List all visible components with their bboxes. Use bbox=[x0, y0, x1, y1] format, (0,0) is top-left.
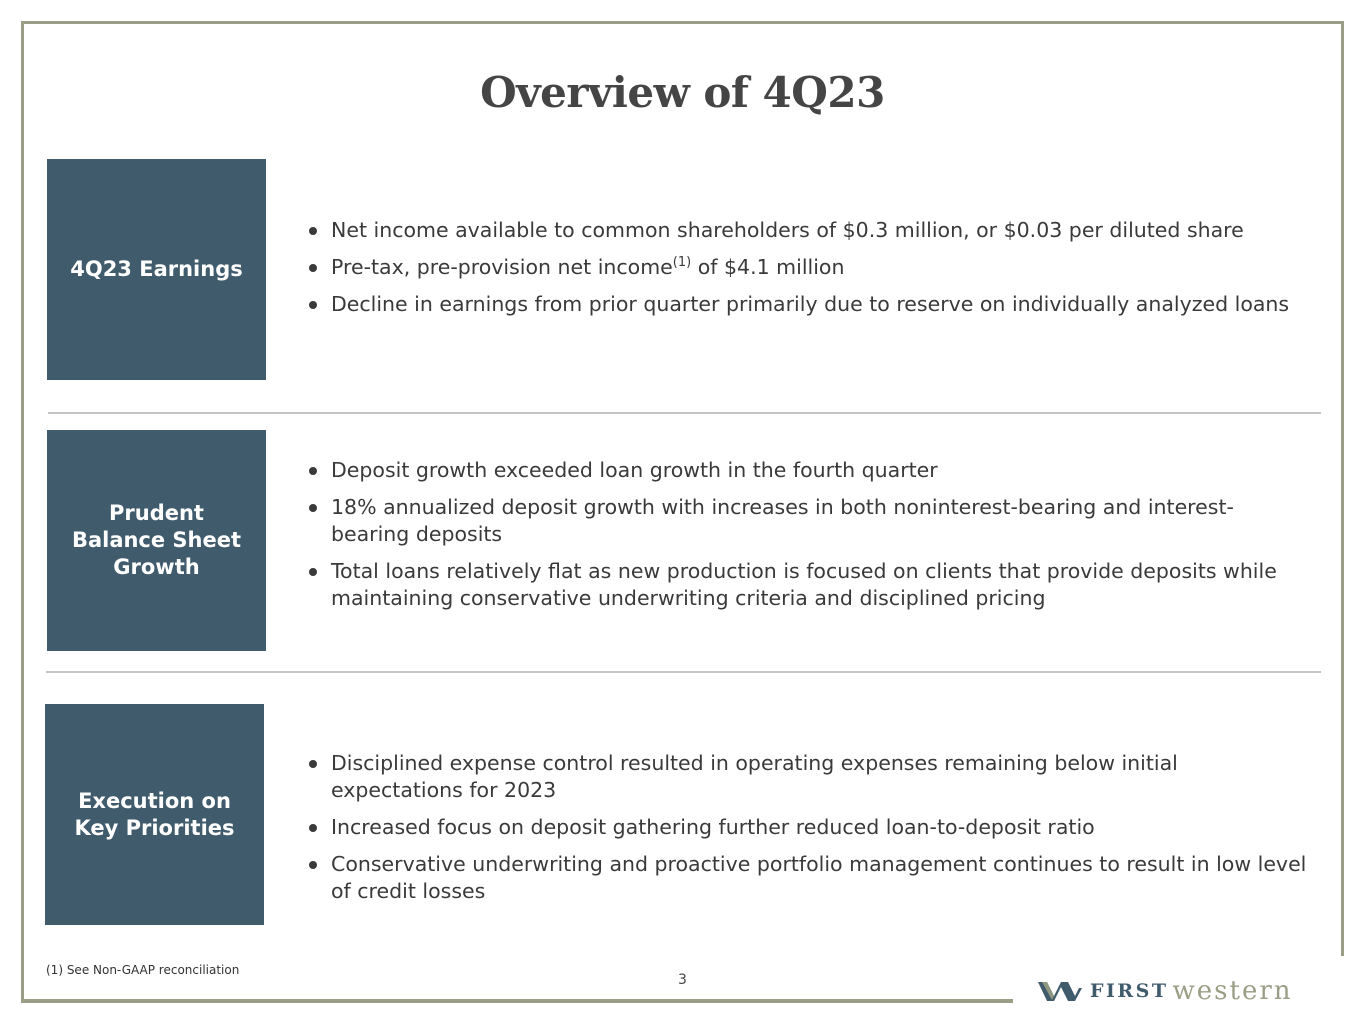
bullet-text: Deposit growth exceeded loan growth in the fourth quarter bbox=[331, 458, 938, 482]
bullet-text: Disciplined expense control resulted in operating expenses remaining below initial expectations for 2023 bbox=[331, 751, 1178, 802]
bullet-text: Pre-tax, pre-provision net income bbox=[331, 255, 673, 279]
priorities-bullet-list bbox=[307, 750, 1307, 915]
section-label-text: Prudent Balance Sheet Growth bbox=[71, 501, 242, 579]
footnote-marker: (1) bbox=[672, 255, 692, 271]
section-label-text: Execution on Key Priorities bbox=[74, 788, 235, 840]
section-label-priorities bbox=[45, 704, 264, 925]
bullet-item bbox=[307, 457, 1297, 484]
balance-sheet-bullet-list bbox=[307, 457, 1297, 622]
bullet-text: Increased focus on deposit gathering further reduced loan-to-deposit ratio bbox=[331, 815, 1095, 839]
section-divider bbox=[48, 412, 1321, 414]
page-number: 3 bbox=[678, 972, 687, 988]
bullet-item bbox=[307, 217, 1297, 244]
logo-word-first: FIRST bbox=[1090, 980, 1169, 1002]
frame-right-border bbox=[1341, 21, 1344, 956]
logo-word-western: western bbox=[1172, 976, 1293, 1006]
bullet-item bbox=[307, 851, 1307, 905]
section-label-text: 4Q23 Earnings bbox=[70, 257, 243, 281]
bullet-text: of $4.1 million bbox=[691, 255, 845, 279]
bullet-text: Total loans relatively flat as new production is focused on clients that provide deposits while maintaining conservative underwriting criteria and disciplined pricing bbox=[331, 559, 1277, 610]
bullet-text: 18% annualized deposit growth with increases in both noninterest-bearing and interest-bearing deposits bbox=[331, 495, 1234, 546]
bullet-item bbox=[307, 254, 1297, 281]
bullet-item bbox=[307, 494, 1297, 548]
earnings-bullet-list bbox=[307, 217, 1297, 328]
page-title: Overview of 4Q23 bbox=[480, 68, 885, 117]
bullet-item bbox=[307, 814, 1307, 841]
frame-top-border bbox=[21, 21, 1344, 24]
bullet-item bbox=[307, 291, 1297, 318]
footnote: (1) See Non-GAAP reconciliation bbox=[46, 963, 240, 977]
bullet-item bbox=[307, 750, 1307, 804]
section-label-balance-sheet bbox=[47, 430, 266, 651]
company-logo bbox=[1038, 976, 1293, 1006]
section-divider bbox=[46, 671, 1321, 673]
frame-left-border bbox=[21, 21, 24, 1003]
bullet-text: Net income available to common shareholders of $0.3 million, or $0.03 per diluted share bbox=[331, 218, 1244, 242]
bullet-item bbox=[307, 558, 1297, 612]
bullet-text: Decline in earnings from prior quarter primarily due to reserve on individually analyzed loans bbox=[331, 292, 1290, 316]
bullet-text: Conservative underwriting and proactive portfolio management continues to result in low level of credit losses bbox=[331, 852, 1307, 903]
section-label-earnings bbox=[47, 159, 266, 380]
first-western-w-logo-icon bbox=[1038, 980, 1082, 1002]
frame-bottom-border bbox=[21, 999, 1013, 1003]
